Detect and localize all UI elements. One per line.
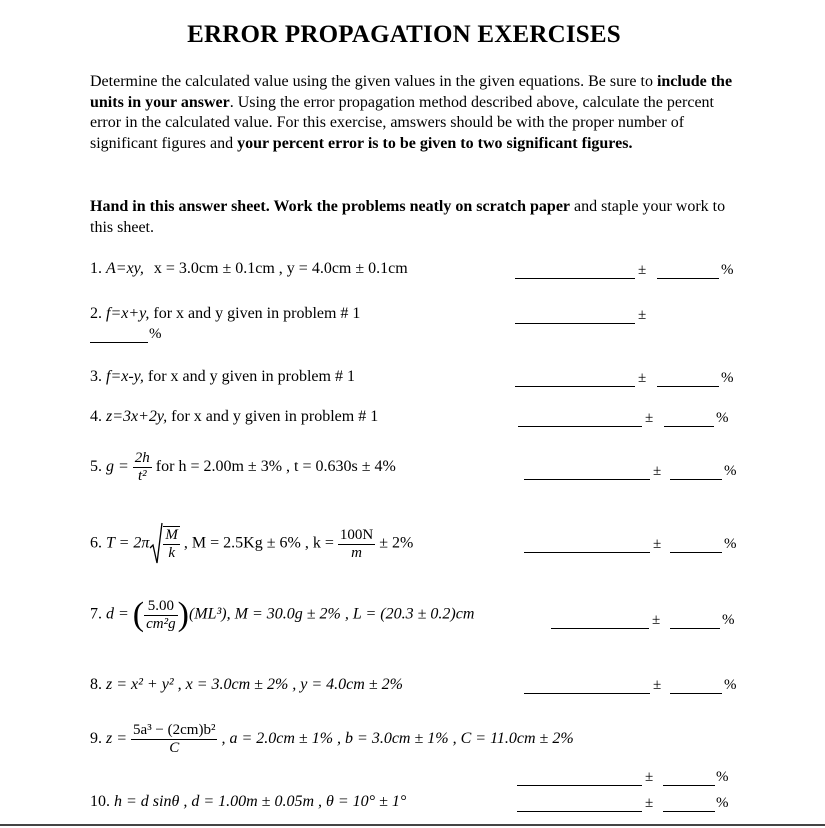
problem-lhs: g = — [106, 458, 129, 476]
problem-values: x = 3.0cm ± 0.1cm , y = 4.0cm ± 0.1cm — [153, 260, 408, 277]
instructions-paragraph — [90, 72, 740, 154]
problem-values: , a = 2.0cm ± 1% , b = 3.0cm ± 1% , C = 11.0cm ± 2% — [217, 730, 574, 748]
percent-sign: % — [724, 463, 737, 479]
fraction — [133, 450, 152, 485]
radical-fraction — [163, 526, 180, 562]
fraction-denominator: k — [168, 545, 175, 561]
plus-minus: ± — [638, 370, 647, 386]
problem-number: 5. — [90, 458, 102, 476]
problem-lhs: d = — [106, 605, 129, 623]
problem-text: for x and y given in problem # 1 — [167, 408, 379, 425]
percent-sign: % — [716, 410, 729, 426]
fraction — [338, 527, 375, 562]
open-paren: ( — [132, 596, 145, 633]
answer-blank[interactable] — [517, 771, 642, 786]
fraction-denominator: m — [351, 544, 362, 561]
fraction-numerator: M — [165, 527, 178, 543]
percent-sign: % — [721, 370, 734, 386]
percent-sign: % — [149, 326, 162, 342]
hand-in-bold: Hand in this answer sheet. Work the problems neatly on scratch paper — [90, 198, 571, 215]
error-blank[interactable] — [663, 797, 715, 812]
problem-5 — [90, 450, 396, 485]
percent-sign: % — [724, 536, 737, 552]
percent-sign: % — [716, 769, 729, 785]
percent-sign: % — [724, 677, 737, 693]
plus-minus: ± — [653, 463, 662, 479]
problem-values: for h = 2.00m ± 3% , t = 0.630s ± 4% — [155, 458, 396, 476]
plus-minus: ± — [652, 612, 661, 628]
plus-minus: ± — [653, 536, 662, 552]
answer-blank[interactable] — [524, 465, 650, 480]
hand-in-text: and staple your work to this sheet. — [90, 198, 726, 236]
answer-blank[interactable] — [515, 372, 635, 387]
percent-sign: % — [721, 262, 734, 278]
problem-number: 3. — [90, 368, 102, 385]
problem-3 — [90, 368, 355, 386]
answer-blank[interactable] — [515, 309, 635, 324]
problem-number: 2. — [90, 305, 102, 322]
percent-sign: % — [722, 612, 735, 628]
problem-10 — [90, 793, 406, 811]
problem-number: 8. — [90, 676, 102, 693]
fraction — [144, 598, 178, 633]
problem-values: , M = 2.5Kg ± 6% , k = — [179, 534, 334, 552]
error-blank[interactable] — [664, 412, 714, 427]
problem-equation: f=x+y, — [106, 305, 150, 322]
answer-blank[interactable] — [518, 412, 642, 427]
hand-in-paragraph — [90, 197, 740, 238]
instructions-bold-2: your percent error is to be given to two significant figures. — [237, 134, 633, 152]
fraction — [131, 722, 217, 757]
problem-6 — [90, 522, 413, 566]
problem-number: 6. — [90, 534, 102, 552]
problem-lhs: z = — [106, 730, 128, 748]
plus-minus: ± — [645, 795, 654, 811]
fraction-numerator: 100N — [339, 526, 374, 543]
error-blank[interactable] — [670, 538, 722, 553]
problem-1 — [90, 260, 408, 278]
problem-text: for x and y given in problem # 1 — [149, 305, 361, 322]
fraction-numerator: 5.00 — [144, 598, 178, 616]
problem-values: (ML³), M = 30.0g ± 2% , L = (20.3 ± 0.2)cm — [188, 605, 475, 623]
fraction-denominator: cm²g — [146, 615, 176, 632]
problem-9 — [90, 722, 574, 757]
error-blank[interactable] — [657, 264, 719, 279]
problem-number: 7. — [90, 605, 102, 623]
error-blank[interactable] — [657, 372, 719, 387]
fraction-denominator: t² — [137, 468, 147, 484]
problem-number: 9. — [90, 730, 102, 748]
problem-2 — [90, 305, 360, 323]
problem-4 — [90, 408, 378, 426]
problem-equation: f=x-y, — [106, 368, 144, 385]
answer-blank[interactable] — [551, 614, 649, 629]
answer-blank[interactable] — [517, 797, 642, 812]
error-blank[interactable] — [670, 465, 722, 480]
problem-number: 1. — [90, 260, 102, 277]
answer-blank[interactable] — [524, 679, 650, 694]
fraction-numerator: 5a³ − (2cm)b² — [133, 722, 216, 738]
plus-minus: ± — [645, 410, 654, 426]
answer-blank[interactable] — [524, 538, 650, 553]
page-title: ERROR PROPAGATION EXERCISES — [187, 21, 621, 48]
percent-sign: % — [716, 795, 729, 811]
radical-sign — [149, 522, 163, 566]
fraction-numerator: 2h — [134, 450, 150, 466]
answer-blank[interactable] — [515, 264, 635, 279]
plus-minus: ± — [645, 769, 654, 785]
problem-equation: A=xy, — [106, 260, 144, 277]
error-blank[interactable] — [670, 614, 720, 629]
plus-minus: ± — [638, 307, 647, 323]
instructions-text-2: . Using the error propagation method described above, calculate the percent error in the calculated value. For this exercise, amswers should be with the proper number of significant figures and — [90, 93, 714, 152]
error-blank[interactable] — [663, 771, 715, 786]
close-paren: ) — [177, 596, 189, 633]
problem-7 — [90, 596, 474, 634]
plus-minus: ± — [653, 677, 662, 693]
problem-8 — [90, 676, 403, 694]
error-blank[interactable] — [670, 679, 722, 694]
problem-values: z = x² + y² , x = 3.0cm ± 2% , y = 4.0cm ± 2% — [106, 676, 403, 693]
instructions-bold-1: include the units in your answer — [90, 73, 733, 111]
problem-tail: ± 2% — [375, 534, 414, 552]
problem-number: 10. — [90, 793, 110, 810]
page-bottom-border — [0, 824, 825, 826]
problem-values: h = d sinθ , d = 1.00m ± 0.05m , θ = 10° ± 1° — [114, 793, 407, 810]
problem-lhs: T = 2π — [106, 534, 150, 552]
fraction-denominator: C — [169, 740, 180, 756]
plus-minus: ± — [638, 262, 647, 278]
problem-equation: z=3x+2y, — [106, 408, 168, 425]
problem-text: for x and y given in problem # 1 — [143, 368, 355, 385]
problem-number: 4. — [90, 408, 102, 425]
instructions-text-1: Determine the calculated value using the given values in the given equations. Be sure to — [90, 73, 657, 90]
error-blank[interactable] — [90, 328, 148, 343]
